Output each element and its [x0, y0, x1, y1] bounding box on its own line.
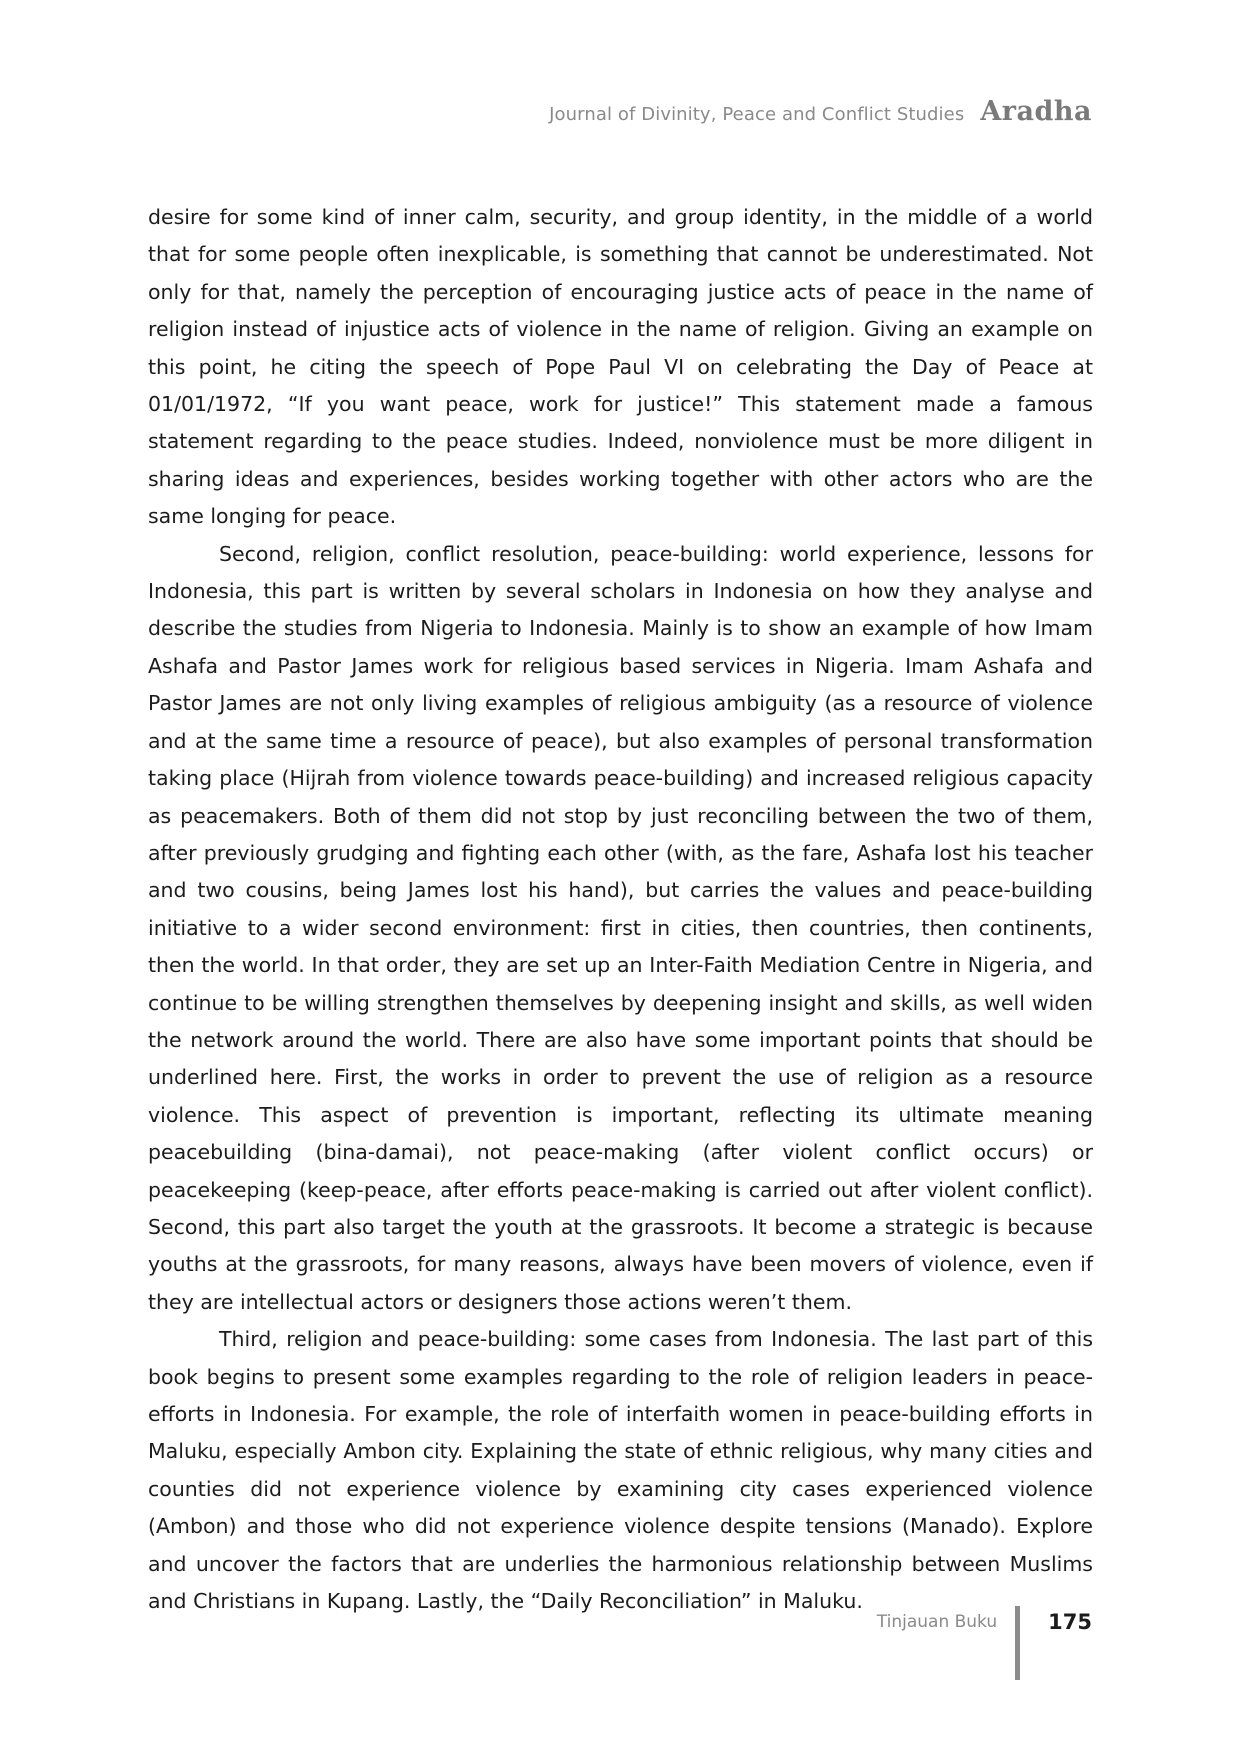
footer-divider: [1015, 1606, 1020, 1680]
page-number: 175: [1048, 1610, 1092, 1634]
running-footer: [877, 1606, 1092, 1680]
running-header: [549, 96, 1092, 127]
paragraph: desire for some kind of inner calm, security, and group identity, in the middle of a world that for some people often inexplicable, is something that cannot be underestimated. Not only for that, namely the perception of encouraging justice acts of peace in the name of religion instead of injustice acts of violence in the name of religion. Giving an example on this point, he citing the speech of Pope Paul VI on celebrating the Day of Peace at 01/01/1972, “If you want peace, work for justice!” This statement made a famous statement regarding to the peace studies. Indeed, nonviolence must be more diligent in sharing ideas and experiences, besides working together with other actors who are the same longing for peace.: [148, 205, 1093, 529]
journal-logo: Aradha: [980, 96, 1092, 127]
paragraph: Third, religion and peace-building: some cases from Indonesia. The last part of this book begins to present some examples regarding to the role of religion leaders in peace-efforts in Indonesia. For example, the role of interfaith women in peace-building efforts in Maluku, especially Ambon city. Explaining the state of ethnic religious, why many cities and counties did not experience violence by examining city cases experienced violence (Ambon) and those who did not experience violence despite tensions (Manado). Explore and uncover the factors that are underlies the harmonious relationship between Muslims and Christians in Kupang. Lastly, the “Daily Reconciliation” in Maluku.: [148, 1327, 1093, 1614]
paragraph: Second, religion, conflict resolution, peace-building: world experience, lessons for Indonesia, this part is written by several scholars in Indonesia on how they analyse and describe the studies from Nigeria to Indonesia. Mainly is to show an example of how Imam Ashafa and Pastor James work for religious based services in Nigeria. Imam Ashafa and Pastor James are not only living examples of religious ambiguity (as a resource of violence and at the same time a resource of peace), but also examples of personal transformation taking place (Hijrah from violence towards peace-building) and increased religious capacity as peacemakers. Both of them did not stop by just reconciling between the two of them, after previously grudging and fighting each other (with, as the fare, Ashafa lost his teacher and two cousins, being James lost his hand), but carries the values and peace-building initiative to a wider second environment: first in cities, then countries, then continents, then the world. In that order, they are set up an Inter-Faith Mediation Centre in Nigeria, and continue to be willing strengthen themselves by deepening insight and skills, as well widen the network around the world. There are also have some important points that should be underlined here. First, the works in order to prevent the use of religion as a resource violence. This aspect of prevention is important, reflecting its ultimate meaning peacebuilding (bina-damai), not peace-making (after violent conflict occurs) or peacekeeping (keep-peace, after efforts peace-making is carried out after violent conflict). Second, this part also target the youth at the grassroots. It become a strategic is because youths at the grassroots, for many reasons, always have been movers of violence, even if they are intellectual actors or designers those actions weren’t them.: [148, 541, 1093, 1314]
journal-name: Journal of Divinity, Peace and Conflict Studies: [549, 104, 965, 125]
footer-section-label: Tinjauan Buku: [876, 1612, 998, 1632]
article-body: [148, 199, 1093, 1620]
